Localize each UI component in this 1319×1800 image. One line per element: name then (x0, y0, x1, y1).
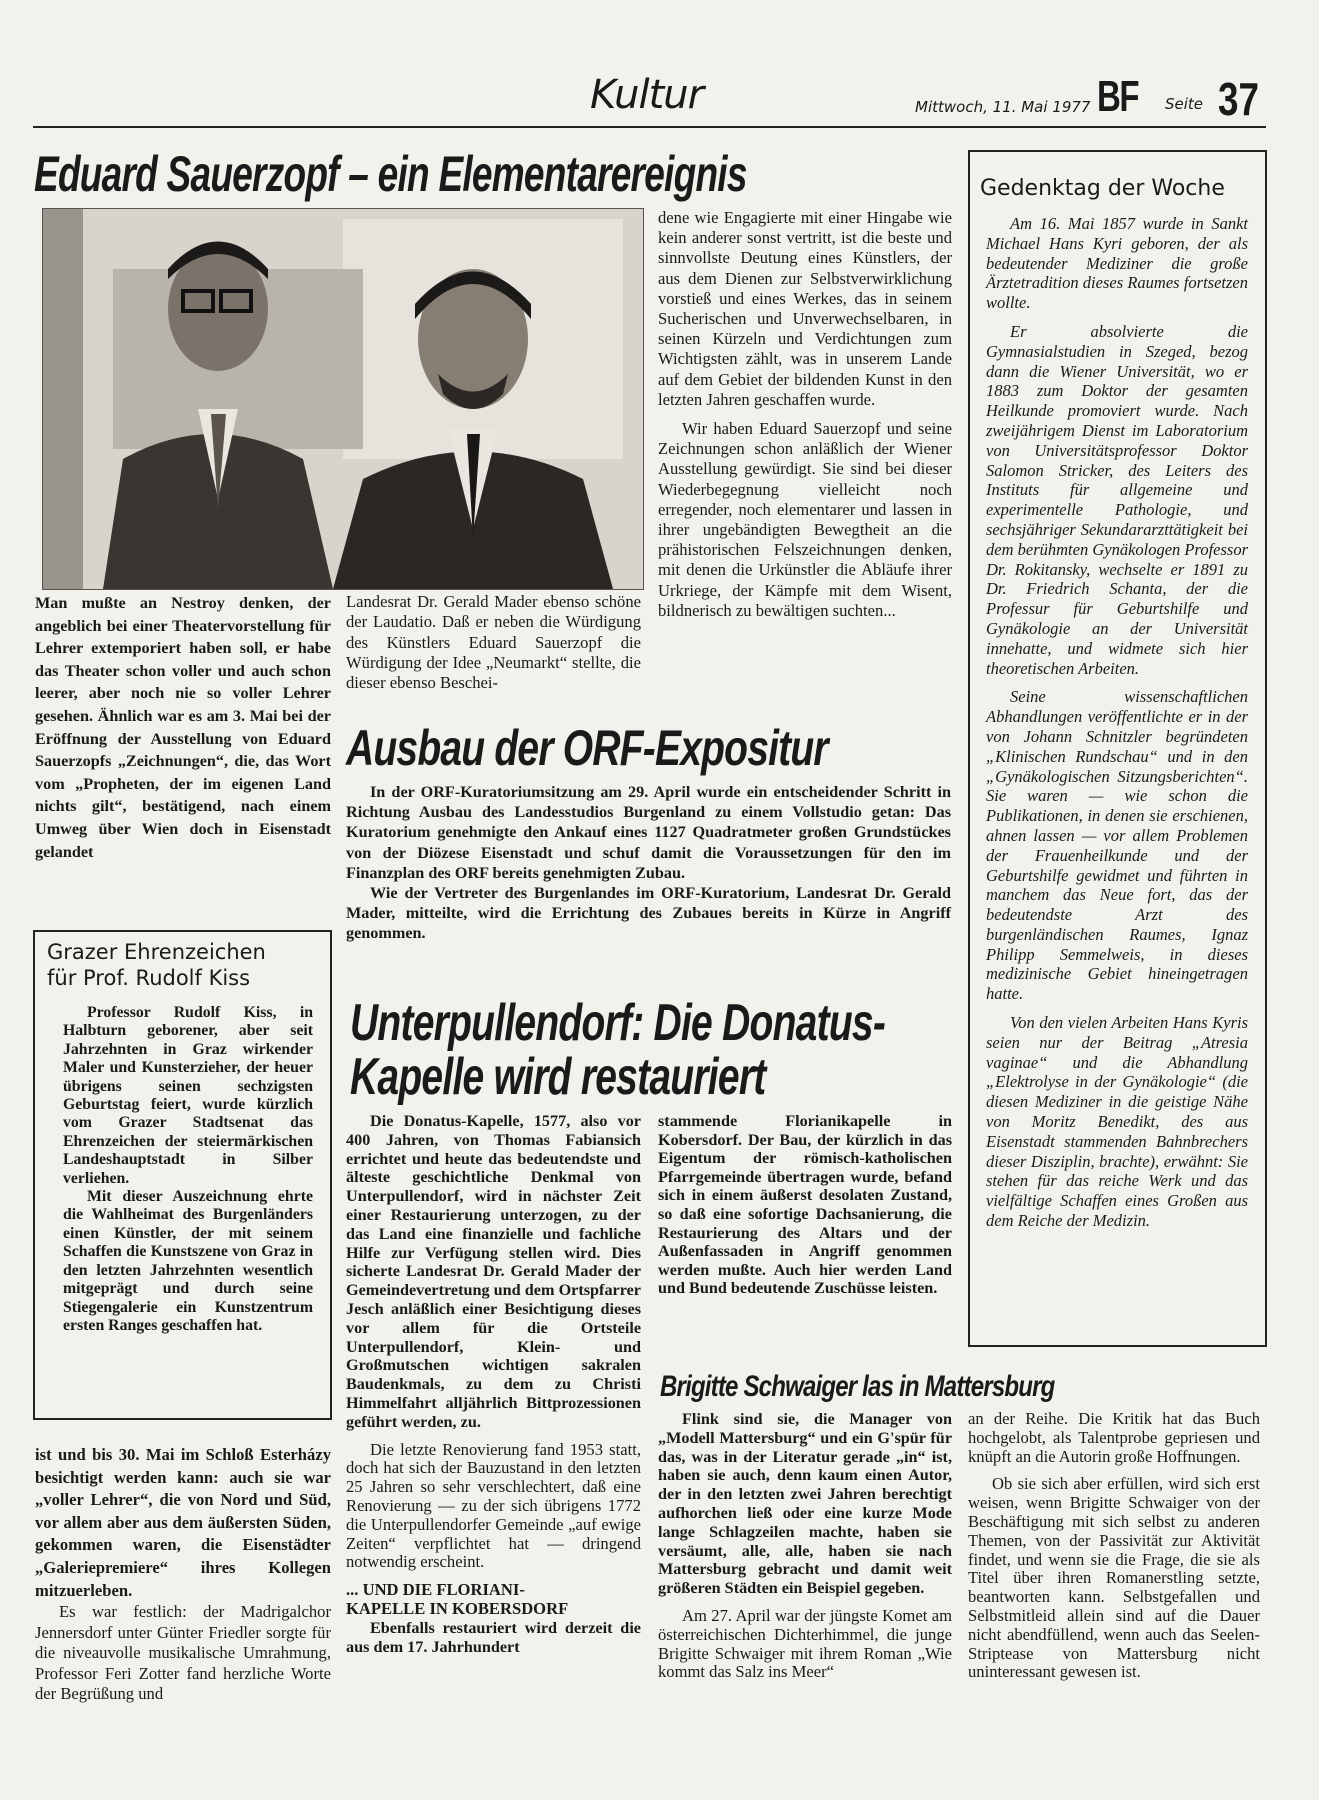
article1-cont-p1: ist und bis 30. Mai im Schloß Esterházy besichtigt werden kann: auch sie war „voller Lehrer“, die von Nord und Süd, vor allem aber aus dem äußersten Süden, gekommen waren, die Eisenstädter „Galeriepremiere“ ihres Kollegen mitzuerleben. (35, 1445, 331, 1600)
headline-donatus-1: Unterpullendorf: Die Donatus- (350, 994, 886, 1052)
article1-col2 (346, 592, 641, 693)
orf-p1: In der ORF-Kuratoriumsitzung am 29. April wurde ein entscheidender Schritt in Richtung Ausbau des Landesstudios Burgenland zu einem Vollstudio getan: Das Kuratorium genehmigte den Ankauf eines 1127 Quadratmeter großen Grundstückes von der Diözese Eisenstadt und schuf damit die Voraussetzungen für den im Finanzplan des ORF bereits genehmigten Zubau. (346, 783, 951, 882)
gedenktag-title: Gedenktag der Woche (980, 176, 1225, 201)
gedenktag-p4: Von den vielen Arbeiten Hans Kyris seien nur der Beitrag „Atresia vaginae“ und die Abhandlung „Elektrolyse in der Gynäkologie“ (die diesen Mediziner in die geistige Nähe von Moritz Benedikt, des aus Eisenstadt stammenden Bahnbrechers dieser Disziplin, brachte), erwähnt: Sie stehen für das reiche Werk und das vielfältige Schaffen eines Großen aus dem Reiche der Medizin. (986, 1013, 1248, 1231)
kiss-box-body (63, 1004, 313, 1335)
article1-cont (35, 1444, 331, 1705)
schwaiger-col1-p1: Flink sind sie, die Manager von „Modell Mattersburg“ und ein G'spür für das, was in der Literatur gerade „in“ ist, haben sie auch, denn kaum einen Autor, der in den letzten zwei Jahren berechtigt aufhorchen ließ oder eine kurze Mode lange Schlagzeilen machte, haben sie versäumt, alle, alle, haben sie nach Mattersburg gebracht und damit weit größeren Städten ein Beispiel gegeben. (658, 1410, 952, 1598)
donatus-col2-p1: stammende Florianikapelle in Kobersdorf. Der Bau, der kürzlich in das Eigentum der römisch-katholischen Pfarrgemeinde übertragen wurde, befand sich in einem äußerst desolaten Zustand, so daß eine sofortige Dachsanierung, die Restaurierung des Altars und der Außenfassaden in Angriff genommen werden mußte. Auch hier werden Land und Bund bedeutende Zuschüsse leisten. (658, 1112, 952, 1298)
kiss-box-title-1: Grazer Ehrenzeichen (47, 940, 266, 964)
gedenktag-body (986, 214, 1248, 1231)
donatus-col1-p2: Die letzte Renovierung fand 1953 statt, doch hat sich der Bauzustand in den letzten 25 Jahren so sehr verschlechtert, daß eine Renovierung — zu der sich übrigens 1772 die Unterpullendorfer Gemeinde „auf ewige Zeiten“ verpflichtet hat — dringend notwendig erscheint. (346, 1439, 641, 1572)
donatus-col1-p3: Ebenfalls restauriert wird derzeit die aus dem 17. Jahrhundert (346, 1618, 641, 1656)
photo-two-men (42, 208, 644, 590)
donatus-col2 (658, 1112, 952, 1298)
orf-body (346, 782, 951, 944)
masthead-rule (33, 126, 1266, 128)
kiss-box (33, 930, 332, 1420)
lead-paragraph: Man mußte an Nestroy denken, der angeblich bei einer Theatervorstellung für Lehrer extemporiert haben soll, er habe das Theater schon voller und auch schon leerer, aber noch nie so voller Lehrer gesehen. Ähnlich war es am 3. Mai bei der Eröffnung der Ausstellung von Eduard Sauerzopfs „Zeichnungen“, die, das Wort vom „Propheten, der im eigenen Land nichts gilt“, bestätigend, nach einem Umweg über Wien doch in Eisenstadt gelandet (35, 594, 331, 861)
headline-donatus-2: Kapelle wird restauriert (350, 1048, 766, 1106)
article1-lead (35, 592, 331, 863)
kiss-p2: Mit dieser Auszeichnung ehrte die Wahlheimat des Burgenländers einen Künstler, der mit seinem Schaffen die Kunstszene von Graz in den letzten Jahrzehnten wesentlich mitgeprägt und durch seine Stiegengalerie ein Kunstzentrum ersten Ranges geschaffen hat. (63, 1188, 313, 1334)
article1-col2-text: Landesrat Dr. Gerald Mader ebenso schöne der Laudatio. Daß er neben die Würdigung des Künstlers Eduard Sauerzopf die Würdigung der Idee „Neumarkt“ stellte, die dieser ebenso Beschei- (346, 592, 641, 693)
schwaiger-col2-p2: Ob sie sich aber erfüllen, wird sich erst weisen, wenn Brigitte Schwaiger von der Beschäftigung mit sich selbst zu anderen Themen, von der Passivität zur Aktivität findet, und wenn sie die Frage, die sie als Titel über ihren Romanerstling setzte, beantworten kann. Selbstgefallen und Selbstmitleid allein sind auf die Dauer nicht abendfüllend, wenn auch das Seelen-Striptease von Mattersburg nicht uninteressant gewesen ist. (968, 1474, 1260, 1682)
orf-p2: Wie der Vertreter des Burgenlandes im ORF-Kuratorium, Landesrat Dr. Gerald Mader, mitteilte, wird die Errichtung des Zubaues bereits in Kürze in Angriff genommen. (346, 884, 951, 943)
schwaiger-col2 (968, 1410, 1260, 1682)
gedenktag-box (968, 150, 1267, 1347)
article1-cont-p2: Es war festlich: der Madrigalchor Jennersdorf unter Günter Friedler sorgte für die niveauvolle musikalische Umrahmung, Professor Feri Zotter fand herzliche Worte der Begrüßung und (35, 1602, 331, 1704)
headline-sauerzopf: Eduard Sauerzopf – ein Elementarereignis (34, 146, 747, 202)
headline-schwaiger: Brigitte Schwaiger las in Mattersburg (660, 1370, 1055, 1403)
donatus-col1-p1: Die Donatus-Kapelle, 1577, also vor 400 Jahren, von Thomas Fabiansich errichtet und heute das bedeutendste und älteste geschichtliche Denkmal von Unterpullendorf, wird in nächster Zeit einer Restaurierung unterzogen, zu der das Land eine finanzielle und fachliche Hilfe zur Verfügung stellen wird. Dies sicherte Landesrat Dr. Gerald Mader der Gemeindevertretung und dem Ortspfarrer Jesch anläßlich einer Besichtigung dieses vor allem für die Ortsteile Unterpullendorf, Klein- und Großmutschen wichtigen sakralen Baudenkmals, zu dem zu Christi Himmelfahrt alljährlich Bittprozessionen geführt werden, zu. (346, 1112, 641, 1431)
article1-col3-p2: Wir haben Eduard Sauerzopf und seine Zeichnungen schon anläßlich der Wiener Ausstellung gewürdigt. Sie sind bei dieser Wiederbegegnung vielleicht noch erregender, noch elementarer und lassen in ihrer ungebändigten Bewegtheit an die prähistorischen Felszeichnungen denken, mit denen die Urkünstler die Abläufe ihrer Urkriege, der Kämpfe mit dem Wisent, bildnerisch zu bewältigen suchten... (658, 419, 952, 620)
section-title: Kultur (590, 72, 704, 118)
schwaiger-col2-p1: an der Reihe. Die Kritik hat das Buch hochgelobt, als Talentprobe gepriesen und knüpft an die Autorin große Hoffnungen. (968, 1409, 1260, 1466)
page-number: 37 (1218, 73, 1259, 125)
issue-date: Mittwoch, 11. Mai 1977 (915, 98, 1091, 116)
schwaiger-col1-p2: Am 27. April war der jüngste Komet am österreichischen Dichterhimmel, die junge Brigitte Schwaiger mit ihrem Roman „Wie kommt das Salz ins Meer“ (658, 1605, 952, 1682)
kiss-p1: Professor Rudolf Kiss, in Halbturn geborener, aber seit Jahrzehnten in Graz wirkender Maler und Kunsterzieher, der heuer übrigens seinen sechzigsten Geburtstag feiert, wurde kürzlich vom Grazer Stadtsenat das Ehrenzeichen der steiermärkischen Landeshauptstadt in Silber verliehen. (63, 1004, 313, 1187)
kiss-box-title-2: für Prof. Rudolf Kiss (47, 966, 251, 990)
schwaiger-col1 (658, 1410, 952, 1682)
article1-col3-p1: dene wie Engagierte mit einer Hingabe wie kein anderer sonst vertritt, ist die beste und sinnvollste Deutung eines Künstlers, der aus dem Dienen zur Selbstverwirklichung vorstieß und eines Werkes, das in seinem Sucherischen und Unverwechselbaren, in seinen Kürzeln und Verdichtungen zum Wichtigsten zählt, was in unserem Lande auf dem Gebiet der bildenden Kunst in den letzten Jahren geschaffen wurde. (658, 208, 952, 409)
donatus-col1 (346, 1112, 641, 1656)
gedenktag-p2: Er absolvierte die Gymnasialstudien in Szeged, bezog dann die Wiener Universität, wo er 1883 zum Doktor der gesamten Heilkunde promoviert wurde. Nach zweijährigem Dienst im Laboratorium von Universitätsprofessor Doktor Salomon Stricker, des Leiters des Instituts für allgemeine und experimentelle Pathologie, und sechsjähriger Sekundararzttätigkeit bei dem berühmten Gynäkologen Professor Dr. Rokitansky, wechselte er 1891 zu Dr. Friedrich Schanta, der die Professur für Geburtshilfe und Gynäkologie an der Universität innehatte, und widmete sich hier theoretischen Arbeiten. (986, 321, 1248, 678)
gedenktag-p3: Seine wissenschaftlichen Abhandlungen veröffentlichte er in der von Johann Schnitzler begründeten „Klinischen Rundschau“ und in den „Gynäkologischen Sitzungsberichten“. Sie waren — wie schon die Publikationen, in denen sie erschienen, ahnen lassen — vor allem Problemen der Frauenheilkunde und der Geburtshilfe gewidmet und führten in manchem das Neue fort, das der bedeutendste Arzt des burgenländischen Raumes, Ignaz Philipp Semmelweis, in dieses medizinische Gebiet hineingetragen hatte. (986, 687, 1248, 1004)
page-label: Seite (1165, 95, 1204, 113)
newspaper-logo: BF (1097, 72, 1138, 121)
donatus-subhead-1: ... UND DIE FLORIANI- (346, 1580, 525, 1600)
gedenktag-p1: Am 16. Mai 1857 wurde in Sankt Michael Hans Kyri geboren, der als bedeutender Mediziner die große Ärztetradition dieses Raumes fortsetzen wollte. (986, 214, 1248, 313)
article1-col3 (658, 208, 952, 621)
headline-orf: Ausbau der ORF-Expositur (346, 720, 828, 776)
donatus-subhead-2: KAPELLE IN KOBERSDORF (346, 1598, 569, 1618)
photo-illustration (43, 209, 643, 589)
